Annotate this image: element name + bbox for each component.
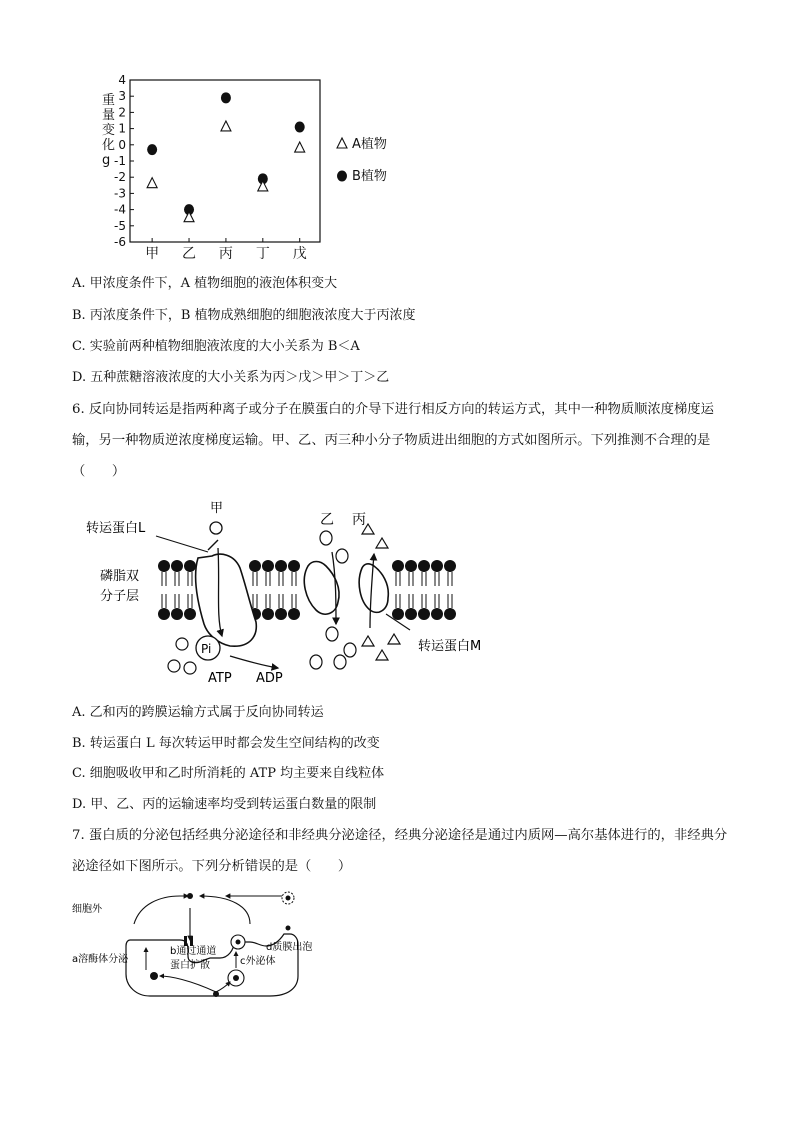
q5-option-a: A. 甲浓度条件下，A 植物细胞的液泡体积变大 xyxy=(72,276,338,291)
protein-secretion-figure xyxy=(70,884,350,1004)
transport-protein-m-right xyxy=(359,564,388,613)
y-tick-label: -1 xyxy=(114,154,126,168)
plot-frame xyxy=(130,80,320,242)
label-yi: 乙 xyxy=(320,512,334,528)
q6-option-c: C. 细胞吸收甲和乙时所消耗的 ATP 均主要来自线粒体 xyxy=(72,766,385,781)
label-bilayer-2: 分子层 xyxy=(100,589,140,604)
a-plant-point xyxy=(147,178,157,188)
q6-option-a: A. 乙和丙的跨膜运输方式属于反向协同转运 xyxy=(72,705,324,720)
y-tick-label: 1 xyxy=(118,121,126,136)
x-tick-label: 甲 xyxy=(145,246,160,262)
legend-a-label: A植物 xyxy=(352,137,387,152)
legend-b-label: B植物 xyxy=(352,169,387,184)
b-plant-point xyxy=(147,144,157,155)
y-tick-label: -5 xyxy=(114,218,126,233)
y-tick-label: -2 xyxy=(114,170,126,185)
label-d: d质膜出泡 xyxy=(266,942,313,953)
membrane-transport-figure xyxy=(80,496,520,692)
y-tick-label: 3 xyxy=(118,89,126,104)
a-plant-point xyxy=(221,121,231,131)
y-tick-label: 0 xyxy=(118,137,126,152)
label-c: c外泌体 xyxy=(240,956,276,967)
x-tick-label: 丙 xyxy=(218,246,233,262)
label-outside: 细胞外 xyxy=(72,904,102,915)
y-tick-label: -3 xyxy=(114,186,126,201)
b-plant-point xyxy=(221,92,231,103)
q5-option-c: C. 实验前两种植物细胞液浓度的大小关系为 B＜A xyxy=(72,339,360,354)
y-tick-label: -4 xyxy=(114,202,126,217)
weight-change-chart xyxy=(90,72,410,262)
q6-option-b: B. 转运蛋白 L 每次转运甲时都会发生空间结构的改变 xyxy=(72,736,380,751)
transport-protein-l xyxy=(196,554,257,646)
q5-option-d: D. 五种蔗糖溶液浓度的大小关系为丙＞戊＞甲＞丁＞乙 xyxy=(72,370,390,385)
y-tick-label: 2 xyxy=(118,105,126,120)
label-protein-l: 转运蛋白L xyxy=(86,521,146,536)
q5-option-b: B. 丙浓度条件下，B 植物成熟细胞的细胞液浓度大于丙浓度 xyxy=(72,308,416,323)
jia-molecule xyxy=(210,522,222,534)
x-tick-label: 戊 xyxy=(292,246,307,262)
label-pi: Pi xyxy=(201,642,212,656)
q6-stem: 6. 反向协同转运是指两种离子或分子在膜蛋白的介导下进行相反方向的转运方式，其中一种物质顺浓度梯度运输，另一种物质逆浓度梯度运输。甲、乙、丙三种小分子物质进出细胞的方式如图所示。下列推测不合理的是（ ） xyxy=(72,402,714,479)
label-bing: 丙 xyxy=(352,512,366,528)
a-plant-point xyxy=(295,142,305,152)
svg-text:重量变化g: 重量变化 g xyxy=(102,93,116,168)
x-tick-label: 乙 xyxy=(182,246,197,262)
q7-stem: 7. 蛋白质的分泌包括经典分泌途径和非经典分泌途径，经典分泌途径是通过内质网—高尔基体进行的，非经典分泌途径如下图所示。下列分析错误的是（ ） xyxy=(72,828,728,874)
legend-circle-marker xyxy=(337,171,347,182)
label-bilayer-1: 磷脂双 xyxy=(100,569,140,584)
q6-option-d: D. 甲、乙、丙的运输速率均受到转运蛋白数量的限制 xyxy=(72,797,377,812)
label-protein-m: 转运蛋白M xyxy=(418,639,482,654)
b-plant-point xyxy=(295,121,305,132)
y-tick-label: 4 xyxy=(118,73,126,87)
label-jia: 甲 xyxy=(210,501,224,516)
label-a: a溶酶体分泌 xyxy=(72,954,129,965)
label-b2: 蛋白扩散 xyxy=(170,960,210,971)
y-tick-label: -6 xyxy=(114,235,126,249)
label-atp: ATP xyxy=(208,671,232,686)
label-adp: ADP xyxy=(256,671,283,686)
x-tick-label: 丁 xyxy=(255,246,270,262)
label-b1: b通过通道 xyxy=(170,946,217,957)
legend-triangle-marker xyxy=(337,138,347,148)
